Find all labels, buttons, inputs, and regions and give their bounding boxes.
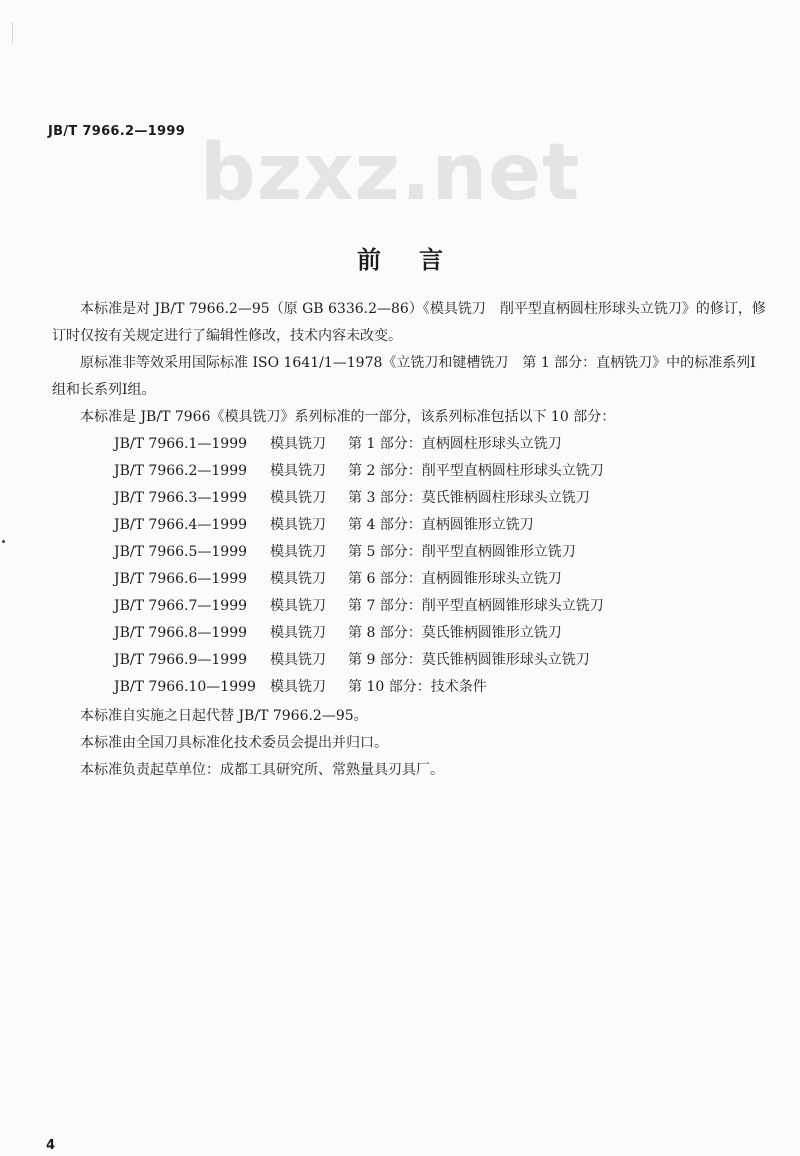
list-item-code: JB/T 7966.8—1999: [114, 625, 248, 641]
list-item: [114, 485, 590, 512]
list-item-series: 模具铣刀: [270, 679, 326, 695]
scan-mark: [12, 22, 13, 44]
list-item-part: 第 9 部分：莫氏锥柄圆锥形球头立铣刀: [348, 652, 590, 668]
list-item-code: JB/T 7966.2—1999: [114, 463, 248, 479]
list-item-part: 第 3 部分：莫氏锥柄圆柱形球头立铣刀: [348, 490, 590, 506]
paragraph-committee: 本标准由全国刀具标准化技术委员会提出并归口。: [80, 735, 388, 751]
list-item-code: JB/T 7966.6—1999: [114, 571, 248, 587]
list-item: [114, 458, 604, 485]
list-item-code: JB/T 7966.3—1999: [114, 490, 248, 506]
list-item-code: JB/T 7966.1—1999: [114, 436, 248, 452]
page-title: 前言: [357, 245, 481, 274]
list-item: [114, 647, 590, 674]
paragraph-replacement: 本标准自实施之日起代替 JB/T 7966.2—95。: [80, 708, 368, 724]
list-item-series: 模具铣刀: [270, 652, 326, 668]
list-item: [114, 566, 562, 593]
list-item-part: 第 10 部分：技术条件: [348, 679, 487, 695]
page-number: 4: [46, 1138, 56, 1153]
list-item-part: 第 7 部分：削平型直柄圆锥形球头立铣刀: [348, 598, 604, 614]
list-item-part: 第 1 部分：直柄圆柱形球头立铣刀: [348, 436, 562, 452]
paragraph-drafters: 本标准负责起草单位：成都工具研究所、常熟量具刃具厂。: [80, 762, 444, 778]
list-item-series: 模具铣刀: [270, 571, 326, 587]
list-item: [114, 620, 562, 647]
list-item: [114, 512, 534, 539]
list-item-part: 第 8 部分：莫氏锥柄圆锥形立铣刀: [348, 625, 562, 641]
scan-dot: [2, 540, 5, 543]
paragraph-series-intro: 本标准是 JB/T 7966《模具铣刀》系列标准的一部分，该系列标准包括以下 10 部分：: [80, 409, 616, 425]
list-item-code: JB/T 7966.9—1999: [114, 652, 248, 668]
list-item-code: JB/T 7966.10—1999: [114, 679, 256, 695]
paragraph-iso-reference: 原标准非等效采用国际标准 ISO 1641/1—1978《立铣刀和键槽铣刀 第 1 部分：直柄铣刀》中的标准系列Ⅰ组和长系列Ⅰ组。: [52, 355, 756, 398]
list-item-code: JB/T 7966.7—1999: [114, 598, 248, 614]
list-item-part: 第 6 部分：直柄圆锥形球头立铣刀: [348, 571, 562, 587]
list-item-series: 模具铣刀: [270, 544, 326, 560]
list-item-part: 第 5 部分：削平型直柄圆锥形立铣刀: [348, 544, 576, 560]
standard-id-header: JB/T 7966.2—1999: [48, 124, 186, 139]
list-item-series: 模具铣刀: [270, 625, 326, 641]
list-item-series: 模具铣刀: [270, 598, 326, 614]
list-item-code: JB/T 7966.4—1999: [114, 517, 248, 533]
list-item: [114, 539, 576, 566]
list-item-part: 第 2 部分：削平型直柄圆柱形球头立铣刀: [348, 463, 604, 479]
list-item: [114, 431, 562, 458]
list-item-series: 模具铣刀: [270, 436, 326, 452]
list-item: [114, 593, 604, 620]
list-item: [114, 674, 487, 701]
paragraph-revision: 本标准是对 JB/T 7966.2—95（原 GB 6336.2—86）《模具铣刀 削平型直柄圆柱形球头立铣刀》的修订，修订时仅按有关规定进行了编辑性修改，技术内容未改变。: [52, 301, 766, 344]
list-item-series: 模具铣刀: [270, 490, 326, 506]
list-item-series: 模具铣刀: [270, 517, 326, 533]
list-item-part: 第 4 部分：直柄圆锥形立铣刀: [348, 517, 534, 533]
watermark: bzxz.net: [200, 128, 581, 218]
list-item-code: JB/T 7966.5—1999: [114, 544, 248, 560]
list-item-series: 模具铣刀: [270, 463, 326, 479]
